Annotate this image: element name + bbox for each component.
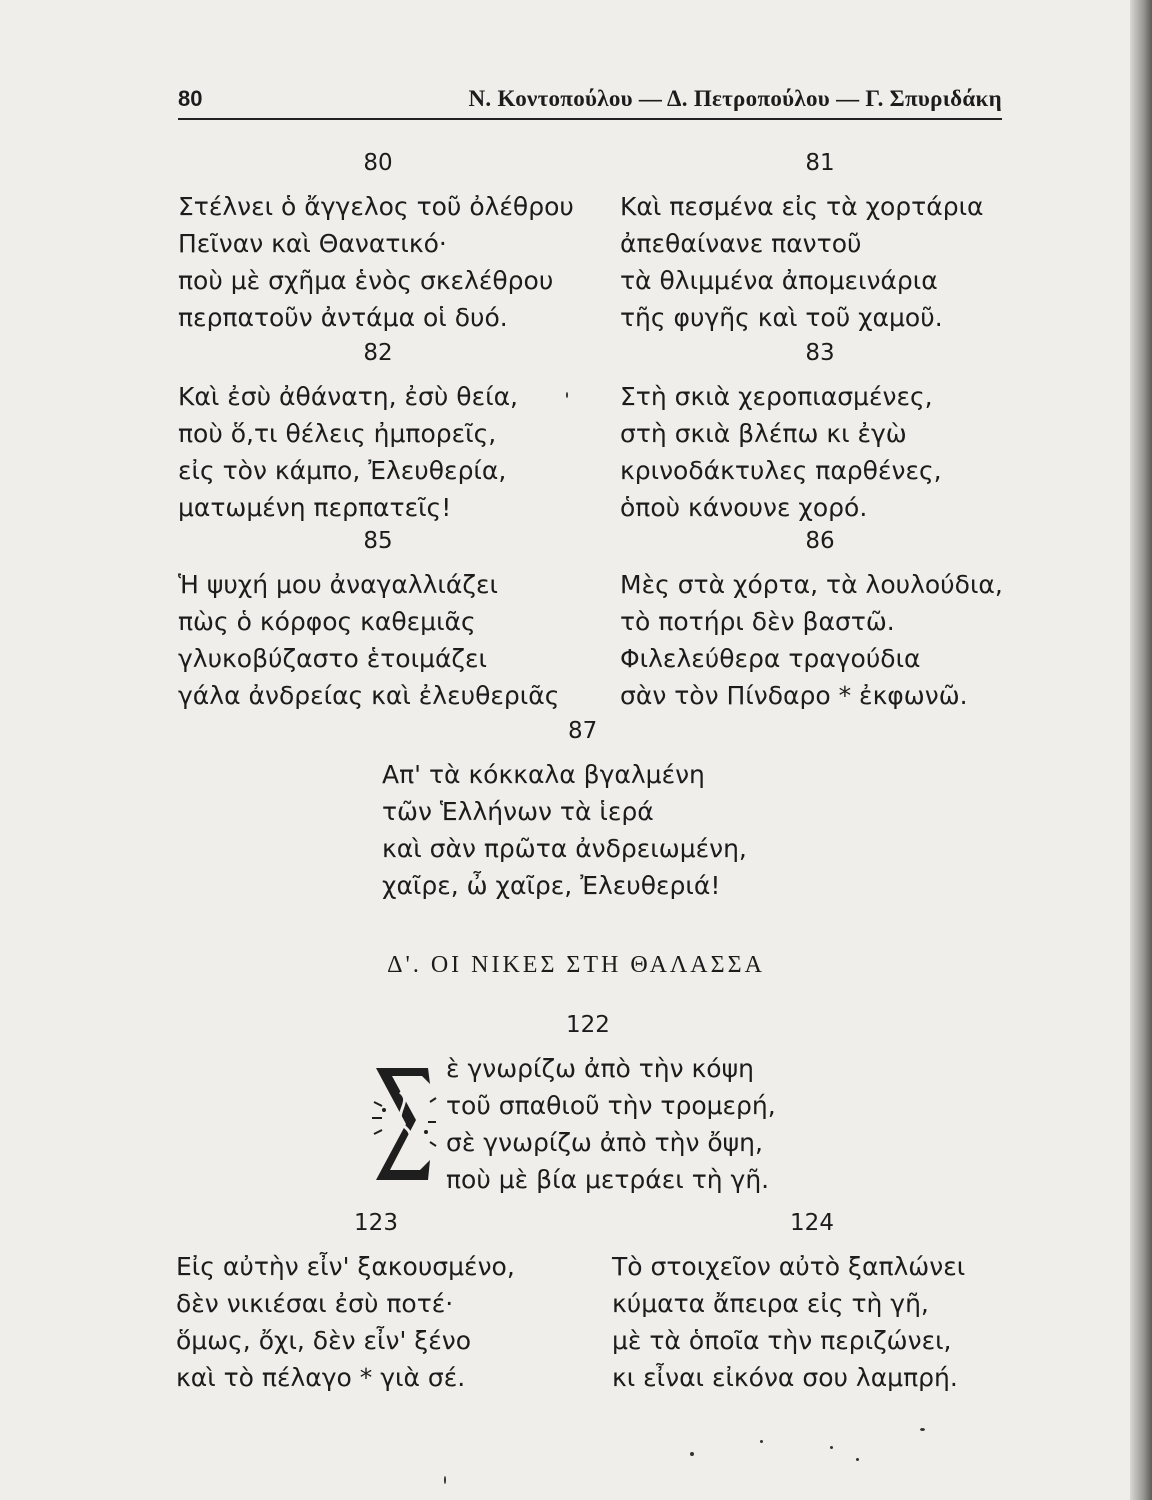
stanza-80 [178,150,578,336]
stanza-123 [176,1210,576,1396]
page-edge-shadow [1130,0,1152,1500]
verse-line: καὶ τὸ πέλαγο * γιὰ σέ. [176,1363,466,1392]
stanza-124 [612,1210,1012,1396]
ornamental-initial-icon [270,962,440,1186]
verse-line: πὼς ὁ κόρφος καθεμιᾶς [178,607,476,636]
running-head: Ν. Κοντοπούλου — Δ. Πετροπούλου — Γ. Σπυριδάκη [468,86,1002,111]
verse-line: χαῖρε, ὦ χαῖρε, Ἐλευθεριά! [382,871,721,900]
stanza-86 [620,528,1020,714]
verse-line: Ἡ ψυχή μου ἀναγαλλιάζει [178,570,498,599]
verse-line: Στέλνει ὁ ἄγγελος τοῦ ὀλέθρου [178,192,574,221]
verse-line: τὰ θλιμμένα ἀπομεινάρια [620,266,938,295]
verse-line: Φιλελεύθερα τραγούδια [620,644,921,673]
verse-line: Απ' τὰ κόκκαλα βγαλμένη [382,760,705,789]
stanza-number: 81 [805,150,835,176]
stanza-81 [620,150,1020,336]
verse-line: γλυκοβύζαστο ἑτοιμάζει [178,644,487,673]
verse-line: σὲ γνωρίζω ἀπὸ τὴν ὄψη, [446,1128,763,1157]
stanza-number: 87 [568,718,598,744]
verse-line: δὲν νικιέσαι ἐσὺ ποτέ· [176,1289,454,1318]
stanza-number: 86 [805,528,835,554]
page-number: 80 [178,86,203,111]
verse-line: γάλα ἀνδρείας καὶ ἐλευθεριᾶς [178,681,560,710]
stanza-82 [178,340,578,526]
section-title: Δ'. ΟΙ ΝΙΚΕΣ ΣΤΗ ΘΑΛΑΣΣΑ [387,952,765,978]
verse-line: στὴ σκιὰ βλέπω κι ἐγὼ [620,419,907,448]
verse-line: τῆς φυγῆς καὶ τοῦ χαμοῦ. [620,303,943,332]
verse-line: εἰς τὸν κάμπο, Ἐλευθερία, [178,456,507,485]
verse-line: Πεῖναν καὶ Θανατικό· [178,229,447,258]
stanza-number: 124 [790,1210,834,1236]
verse-line: σὰν τὸν Πίνδαρο * ἐκφωνῶ. [620,681,968,710]
verse-line: κρινοδάκτυλες παρθένες, [620,456,942,485]
verse-line: Καὶ πεσμένα εἰς τὰ χορτάρια [620,192,984,221]
verse-line: ὁποὺ κάνουνε χορό. [620,493,868,522]
verse-line: κι εἶναι εἰκόνα σου λαμπρή. [612,1363,958,1392]
verse-line: ὲ γνωρίζω ἀπὸ τὴν κόψη [446,1054,754,1083]
verse-line: τῶν Ἑλλήνων τὰ ἱερά [382,797,654,826]
verse-line: ποὺ μὲ βία μετράει τὴ γῆ. [446,1165,770,1194]
verse-line: ἀπεθαίνανε παντοῦ [620,229,862,258]
verse-line: Μὲς στὰ χόρτα, τὰ λουλούδια, [620,570,1003,599]
verse-line: περπατοῦν ἀντάμα οἱ δυό. [178,303,508,332]
stanza-number: 85 [363,528,393,554]
verse-line: Τὸ στοιχεῖον αὐτὸ ξαπλώνει [612,1252,966,1281]
verse-line: ποὺ μὲ σχῆμα ἑνὸς σκελέθρου [178,266,554,295]
verse-line: Καὶ ἐσὺ ἀθάνατη, ἐσὺ θεία, [178,382,519,411]
verse-line: ματωμένη περπατεῖς! [178,493,452,522]
verse-line: τὸ ποτήρι δὲν βαστῶ. [620,607,895,636]
stanza-number: 123 [354,1210,398,1236]
stanza-number: 83 [805,340,835,366]
stanza-87 [382,718,782,904]
stanza-122 [446,1012,846,1198]
verse-line: κύματα ἄπειρα εἰς τὴ γῆ, [612,1289,929,1318]
verse-line: ποὺ ὅ,τι θέλεις ἠμπορεῖς, [178,419,497,448]
drop-cap-letter: Σ [270,962,271,963]
verse-line: μὲ τὰ ὁποῖα τὴν περιζώνει, [612,1326,952,1355]
stanza-number: 80 [363,150,393,176]
decorative-drop-cap [270,962,440,1186]
stanza-85 [178,528,578,714]
stanza-number: 122 [566,1012,610,1038]
page-header [178,86,1002,120]
stanza-number: 82 [363,340,393,366]
verse-line: Εἰς αὐτὴν εἶν' ξακουσμένο, [176,1252,515,1281]
verse-line: καὶ σὰν πρῶτα ἀνδρειωμένη, [382,834,747,863]
verse-line: ὅμως, ὄχι, δὲν εἶν' ξένο [176,1326,471,1355]
stanza-83 [620,340,1020,526]
verse-line: τοῦ σπαθιοῦ τὴν τρομερή, [446,1091,776,1120]
verse-line: Στὴ σκιὰ χεροπιασμένες, [620,382,933,411]
